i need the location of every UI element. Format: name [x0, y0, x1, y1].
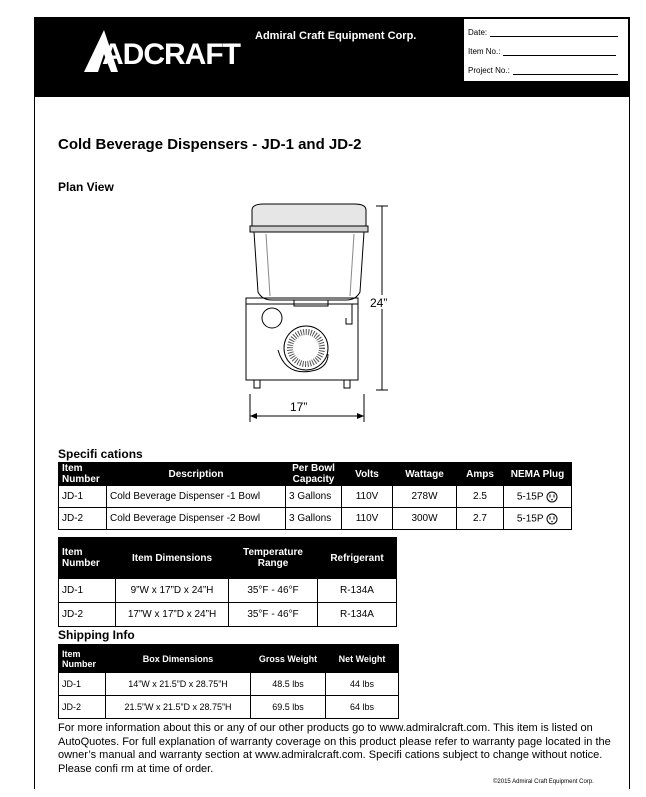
- col-box-dimensions: Box Dimensions: [106, 645, 251, 673]
- col-volts: Volts: [342, 463, 393, 486]
- cell-capacity: 3 Gallons: [286, 486, 342, 508]
- shipping-table: [58, 644, 399, 719]
- cell-refrigerant: R-134A: [318, 579, 397, 603]
- footer-note: For more information about this or any of our other products go to www.admiralcraft.com. This item is listed on AutoQuotes. For full explanation of warranty coverage on this product please refer to warranty page located in the owner’s manual and warranty section at www.admiralcraft.com. Specifi cations subject to change without notice. Please confi rm at time of order.: [58, 722, 611, 775]
- cell-gross-weight: 48.5 lbs: [251, 673, 326, 696]
- table-row: [59, 603, 397, 627]
- cell-item-dimensions: 17”W x 17”D x 24”H: [116, 603, 229, 627]
- table-row: [59, 673, 399, 696]
- col-gross-weight: Gross Weight: [251, 645, 326, 673]
- cell-volts: 110V: [342, 486, 393, 508]
- nema-plug-label: 5-15P: [516, 491, 544, 503]
- cell-description: Cold Beverage Dispenser -2 Bowl: [107, 508, 286, 530]
- col-amps: Amps: [457, 463, 504, 486]
- page-title: Cold Beverage Dispensers - JD-1 and JD-2: [58, 136, 362, 153]
- col-wattage: Wattage: [393, 463, 457, 486]
- cell-gross-weight: 69.5 lbs: [251, 696, 326, 719]
- cell-refrigerant: R-134A: [318, 603, 397, 627]
- col-item-number: Item Number: [59, 645, 106, 673]
- project-no-field[interactable]: Project No.:: [468, 65, 618, 75]
- nema-plug-label: 5-15P: [516, 513, 544, 525]
- plug-outlet-icon: [546, 491, 558, 503]
- cell-volts: 110V: [342, 508, 393, 530]
- col-capacity: Per Bowl Capacity: [286, 463, 342, 486]
- cell-item-number: JD-2: [59, 603, 116, 627]
- cell-nema-plug: [504, 508, 572, 530]
- cell-net-weight: 64 lbs: [326, 696, 399, 719]
- cell-box-dimensions: 21.5”W x 21.5”D x 28.75”H: [106, 696, 251, 719]
- cell-wattage: 278W: [393, 486, 457, 508]
- project-info-box: [463, 18, 629, 82]
- col-item-number: Item Number: [59, 463, 107, 486]
- brand-text: ADCRAFT: [102, 38, 240, 71]
- adcraft-logo: [84, 26, 244, 74]
- copyright-notice: ©2015 Admiral Craft Equipment Corp.: [493, 779, 594, 785]
- plan-view-drawing: [236, 200, 406, 425]
- plan-view-heading: Plan View: [58, 180, 114, 194]
- cell-wattage: 300W: [393, 508, 457, 530]
- plug-outlet-icon: [546, 513, 558, 525]
- cell-amps: 2.5: [457, 486, 504, 508]
- cell-capacity: 3 Gallons: [286, 508, 342, 530]
- table-header-row: [59, 463, 572, 486]
- col-refrigerant: Refrigerant: [318, 538, 397, 579]
- cell-box-dimensions: 14”W x 21.5”D x 28.75”H: [106, 673, 251, 696]
- cell-amps: 2.7: [457, 508, 504, 530]
- cell-item-number: JD-2: [59, 508, 107, 530]
- cell-item-number: JD-1: [59, 579, 116, 603]
- table-row: [59, 508, 572, 530]
- cell-nema-plug: [504, 486, 572, 508]
- table-row: [59, 579, 397, 603]
- cell-temperature-range: 35°F - 46°F: [229, 579, 318, 603]
- dimensions-table: [58, 537, 397, 627]
- table-header-row: [59, 538, 397, 579]
- table-header-row: [59, 645, 399, 673]
- col-nema-plug: NEMA Plug: [504, 463, 572, 486]
- cell-net-weight: 44 lbs: [326, 673, 399, 696]
- height-dimension-label: 24”: [370, 296, 388, 310]
- shipping-info-heading: Shipping Info: [58, 628, 135, 642]
- col-temperature-range: Temperature Range: [229, 538, 318, 579]
- col-description: Description: [107, 463, 286, 486]
- specifications-heading: Specifi cations: [58, 447, 143, 461]
- table-row: [59, 486, 572, 508]
- table-row: [59, 696, 399, 719]
- date-field[interactable]: Date:: [468, 27, 618, 37]
- width-dimension-label: 17”: [290, 400, 308, 414]
- cell-temperature-range: 35°F - 46°F: [229, 603, 318, 627]
- col-net-weight: Net Weight: [326, 645, 399, 673]
- cell-description: Cold Beverage Dispenser -1 Bowl: [107, 486, 286, 508]
- item-no-field[interactable]: Item No.:: [468, 46, 616, 56]
- cell-item-number: JD-1: [59, 673, 106, 696]
- cell-item-number: JD-2: [59, 696, 106, 719]
- cell-item-number: JD-1: [59, 486, 107, 508]
- company-name: Admiral Craft Equipment Corp.: [255, 30, 417, 42]
- col-item-number: Item Number: [59, 538, 116, 579]
- col-item-dimensions: Item Dimensions: [116, 538, 229, 579]
- cell-item-dimensions: 9”W x 17”D x 24”H: [116, 579, 229, 603]
- specifications-table: [58, 462, 572, 530]
